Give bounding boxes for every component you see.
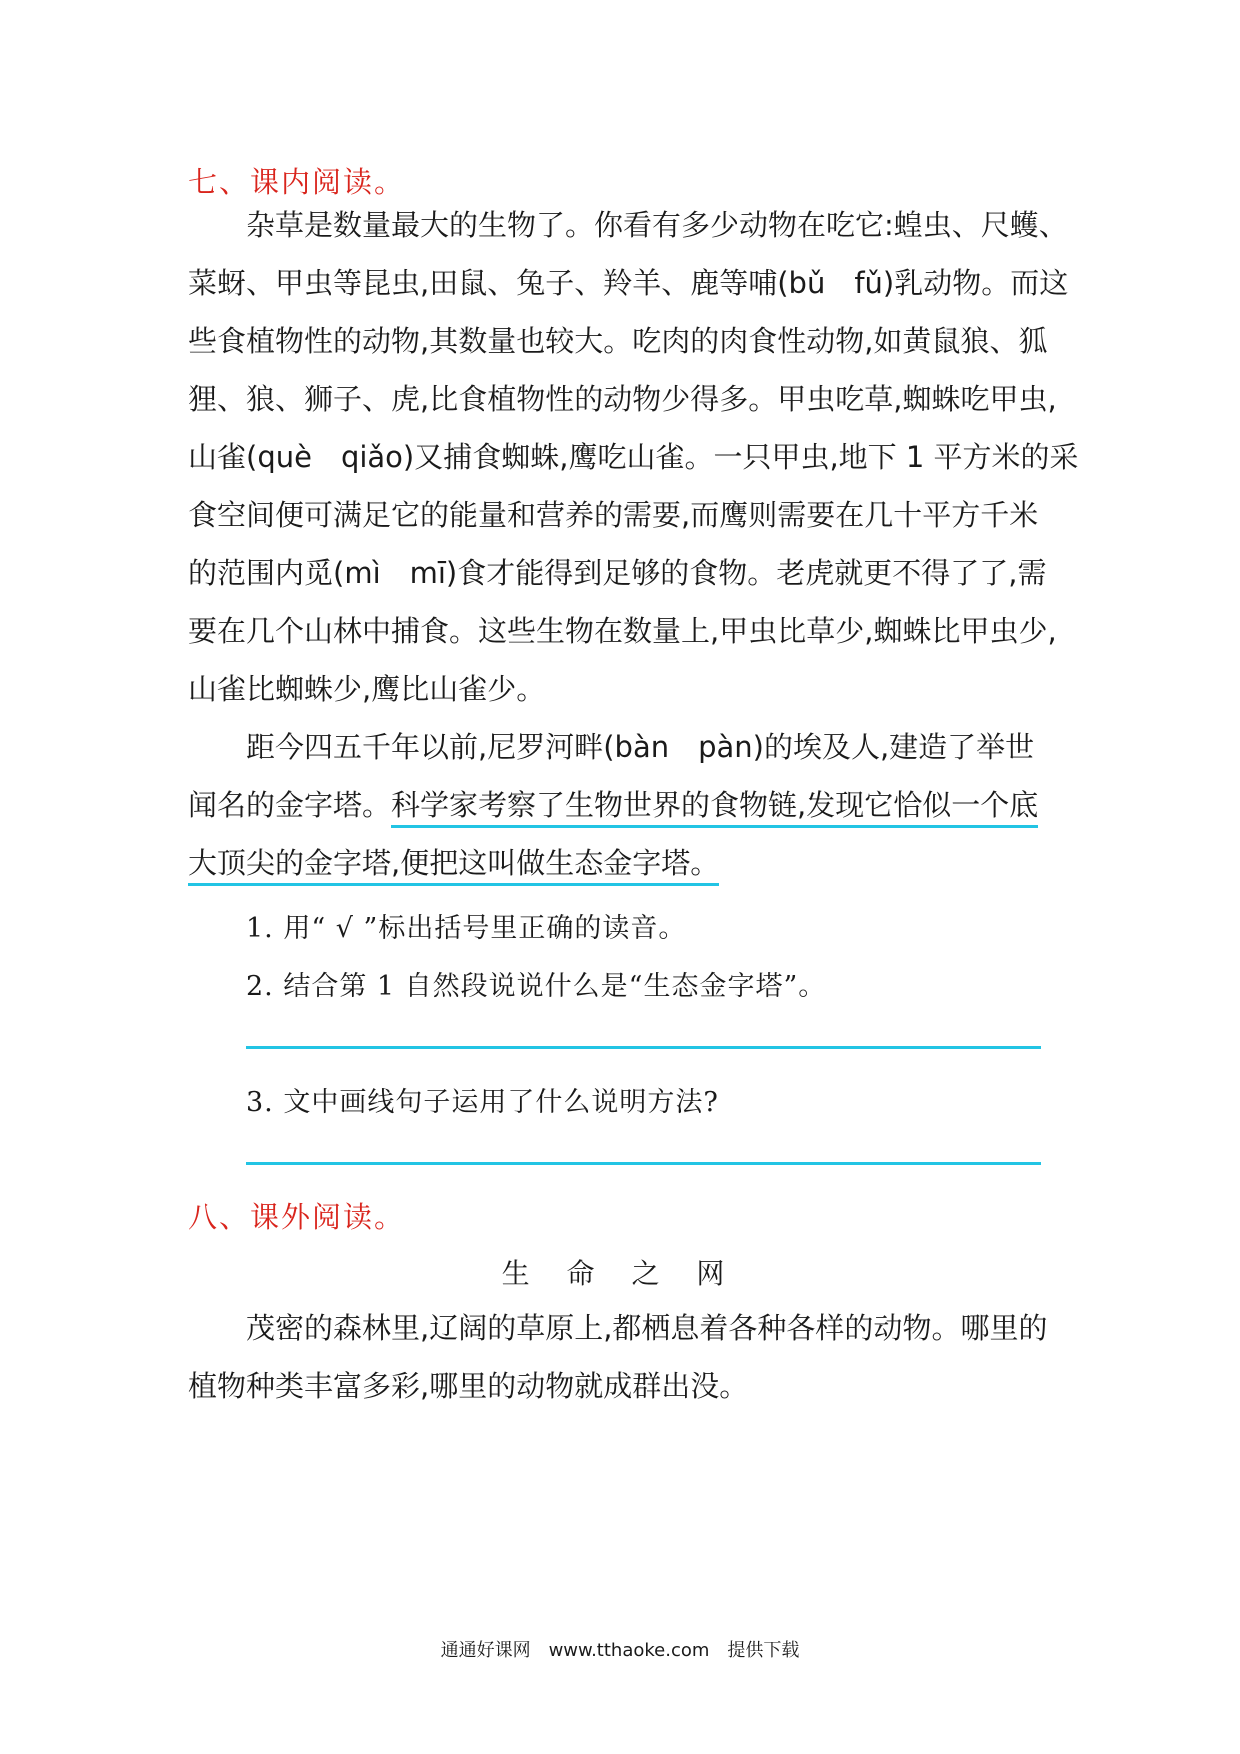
plain-text: 闻名的金字塔。 [188, 788, 392, 822]
paragraph-line: 的范围内觅(mì mī)食才能得到足够的食物。老虎就更不得了了,需 [188, 556, 1047, 590]
paragraph-line: 菜蚜、甲虫等昆虫,田鼠、兔子、羚羊、鹿等哺(bǔ fǔ)乳动物。而这 [188, 266, 1069, 300]
paragraph-line: 要在几个山林中捕食。这些生物在数量上,甲虫比草少,蜘蛛比甲虫少, [188, 614, 1057, 648]
paragraph-line: 山雀(què qiǎo)又捕食蜘蛛,鹰吃山雀。一只甲虫,地下 1 平方米的采 [188, 440, 1079, 474]
section8-heading: 八、课外阅读。 [188, 1200, 406, 1234]
paragraph-line [188, 785, 1038, 825]
paragraph-line: 山雀比蜘蛛少,鹰比山雀少。 [188, 672, 546, 706]
article-title: 生 命 之 网 [501, 1257, 739, 1290]
paragraph-line: 食空间便可满足它的能量和营养的需要,而鹰则需要在几十平方千米 [188, 498, 1039, 532]
paragraph-line: 距今四五千年以前,尼罗河畔(bàn pàn)的埃及人,建造了举世 [246, 730, 1035, 764]
paragraph-line: 植物种类丰富多彩,哪里的动物就成群出没。 [188, 1369, 749, 1403]
question-3: 3. 文中画线句子运用了什么说明方法? [246, 1087, 719, 1118]
question-1: 1. 用“ √ ”标出括号里正确的读音。 [246, 913, 687, 944]
paragraph-line: 杂草是数量最大的生物了。你看有多少动物在吃它:蝗虫、尺蠖、 [246, 208, 1068, 242]
paragraph-line: 狸、狼、狮子、虎,比食植物性的动物少得多。甲虫吃草,蜘蛛吃甲虫, [188, 382, 1057, 416]
footer-credit: 通通好课网 www.tthaoke.com 提供下载 [440, 1640, 800, 1661]
paragraph-line: 些食植物性的动物,其数量也较大。吃肉的肉食性动物,如黄鼠狼、狐 [188, 324, 1048, 358]
paragraph-line: 茂密的森林里,辽阔的草原上,都栖息着各种各样的动物。哪里的 [246, 1311, 1048, 1345]
underlined-sentence: 大顶尖的金字塔,便把这叫做生态金字塔。 [188, 846, 719, 886]
answer-line-2[interactable] [246, 1046, 1041, 1049]
question-2: 2. 结合第 1 自然段说说什么是“生态金字塔”。 [246, 971, 827, 1002]
answer-line-3[interactable] [246, 1162, 1041, 1165]
section7-heading: 七、课内阅读。 [188, 165, 406, 199]
paragraph-line [188, 843, 719, 883]
underlined-sentence: 科学家考察了生物世界的食物链,发现它恰似一个底 [391, 788, 1038, 828]
